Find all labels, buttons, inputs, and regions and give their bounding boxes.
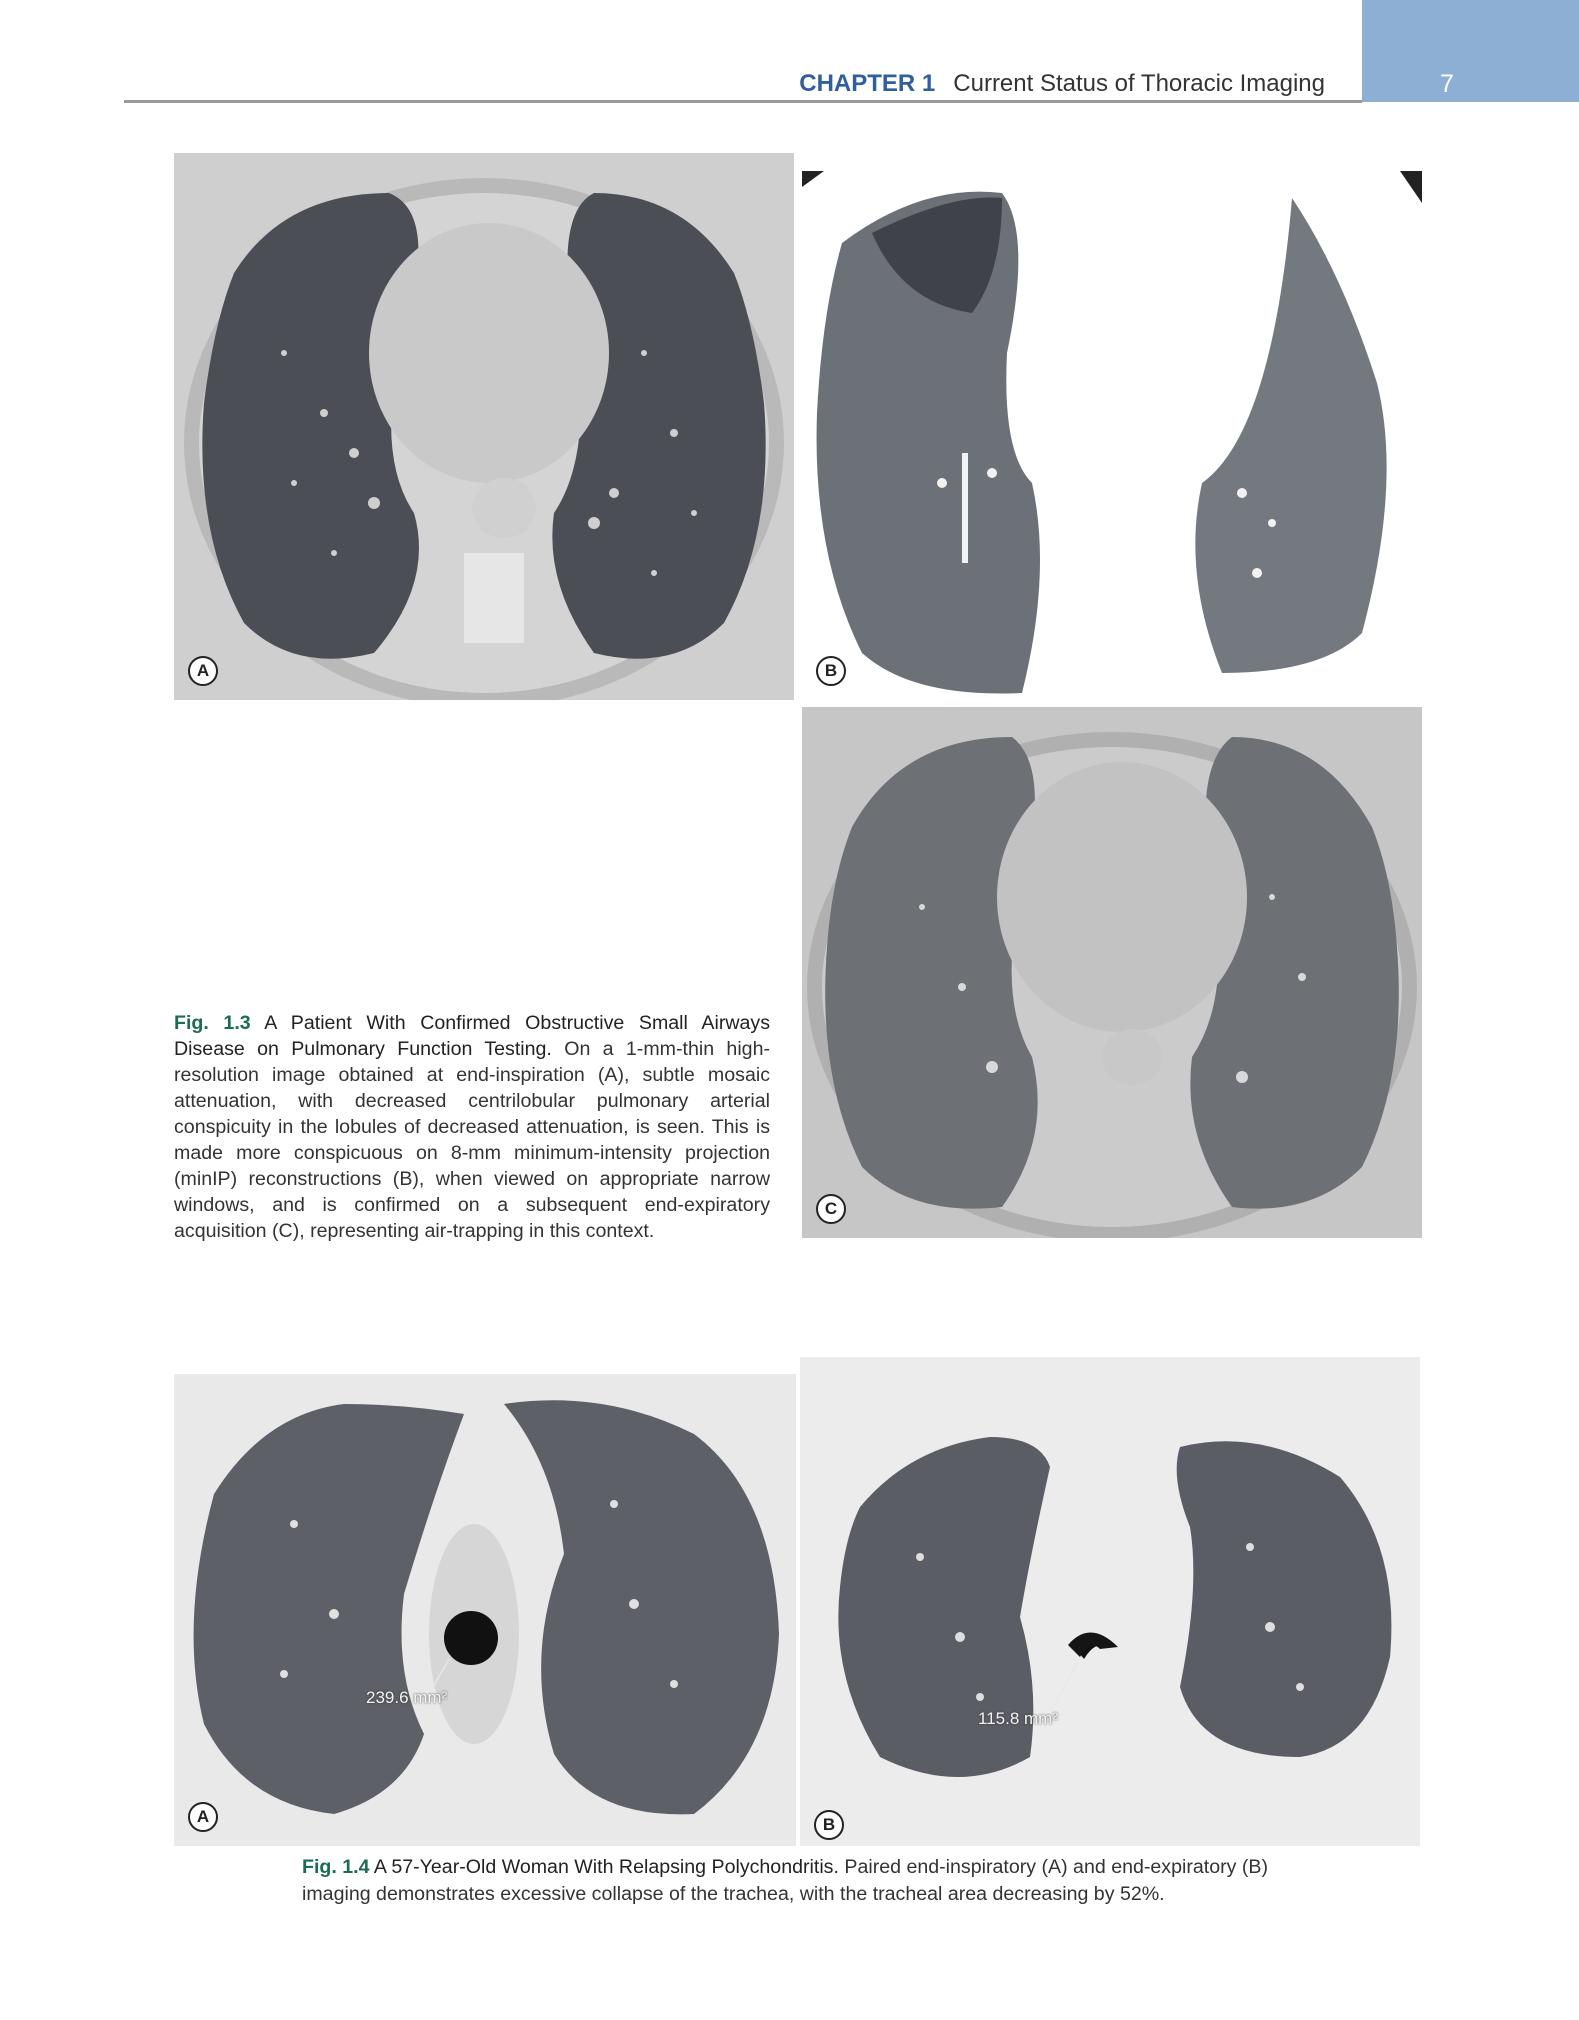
panel-label-a: A: [188, 656, 218, 686]
fig-1-3-panel-c-expiratory-image: [802, 707, 1422, 1238]
fig-1-4-caption-text: Paired end-inspiratory (A) and end-expiratory (B) imaging demonstrates excessive collapse of the trachea, with the tracheal area decreasing by 52%.: [302, 1856, 1269, 1905]
fig-1-4-caption: [302, 1854, 1302, 1908]
fig-1-4-label: Fig. 1.4: [302, 1856, 370, 1878]
panel-label-a: A: [188, 1802, 218, 1832]
fig-1-4-panel-a-inspiratory-image: [174, 1374, 796, 1846]
trachea-area-measurement-a: 239.6 mm²: [366, 1688, 448, 1707]
panel-label-b: B: [816, 656, 846, 686]
fig-1-3-panel-a-ct-image: [174, 153, 794, 700]
panel-label-b: B: [814, 1810, 844, 1840]
page-number-tab: [1362, 0, 1579, 102]
running-header: [799, 70, 1325, 98]
chapter-title: Current Status of Thoracic Imaging: [953, 70, 1325, 97]
fig-1-4-panel-b-expiratory-image: [800, 1357, 1420, 1846]
trachea-area-measurement-b: 115.8 mm²: [978, 1709, 1058, 1728]
chapter-label: CHAPTER 1: [799, 70, 936, 97]
fig-1-3-caption-text: On a 1-mm-thin high-resolution image obtained at end-inspiration (A), subtle mosaic attenuation, with decreased centrilobular pulmonary arterial conspicuity in the lobules of decreased attenuation, is seen. This is made more conspicuous on 8-mm minimum-intensity projection (minIP) reconstructions (B), when viewed on appropriate narrow windows, and is confirmed on a subsequent end-expiratory acquisition (C), representing air-trapping in this context.: [174, 1038, 770, 1242]
fig-1-3-title: A Patient With Confirmed Obstructive Small Airways Disease on Pulmonary Function Testing.: [174, 1012, 770, 1060]
fig-1-3-label: Fig. 1.3: [174, 1012, 251, 1034]
fig-1-4-title: A 57-Year-Old Woman With Relapsing Polychondritis.: [373, 1856, 839, 1878]
page-number: 7: [1440, 70, 1454, 98]
header-rule: [124, 100, 1362, 103]
fig-1-3-panel-b-minip-image: [802, 153, 1422, 700]
fig-1-3-caption: [174, 1010, 770, 1244]
panel-label-c: C: [816, 1194, 846, 1224]
